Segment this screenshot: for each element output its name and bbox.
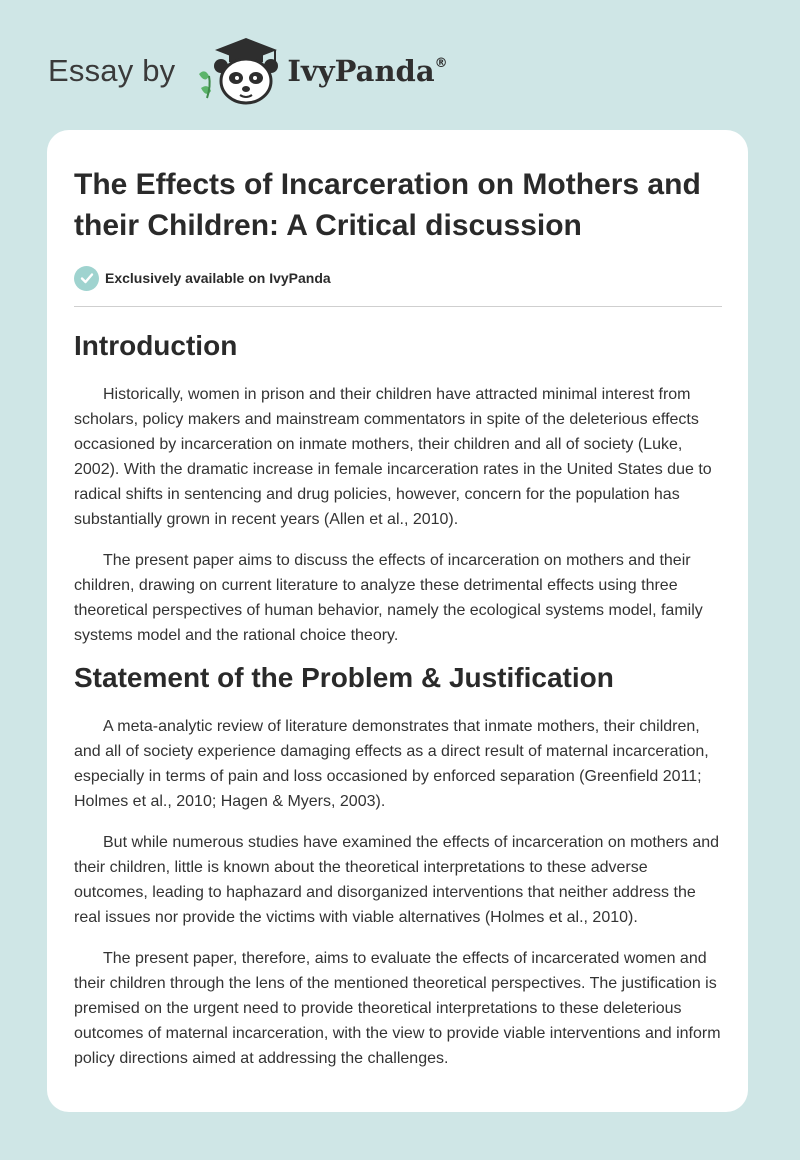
essay-card <box>47 130 748 1112</box>
registered-mark: ® <box>434 56 448 71</box>
brand-prefix: Essay by <box>48 53 176 88</box>
check-icon <box>74 266 99 291</box>
paragraph: The present paper, therefore, aims to evaluate the effects of incarcerated women and their children through the lens of the mentioned theoretical perspectives. The justification is premised on the urgent need to provide theoretical interpretations to these deleterious outcomes of maternal incarceration, with the view to provide viable interventions and inform policy directions aimed at addressing the challenges. <box>74 950 721 1067</box>
paragraph: But while numerous studies have examined the effects of incarceration on mothers and their children, little is known about the theoretical interpretations to these adverse outcomes, leading to haphazard and disorganized interventions that neither address the real issues nor provide the victims with viable alternatives (Holmes et al., 2010). <box>74 834 720 926</box>
essay-title: The Effects of Incarceration on Mothers and their Children: A Critical discussion <box>74 168 701 242</box>
ivy-leaf-icon <box>199 71 211 98</box>
paragraph: Historically, women in prison and their children have attracted minimal interest from scholars, policy makers and mainstream commentators in spite of the deleterious effects occasioned by incarceration on inmate mothers, their children and all of society (Luke, 2002). With the dramatic increase in female incarceration rates in the United States due to radical shifts in sentencing and drug policies, however, concern for the population has substantially grown in recent years (Allen et al., 2010). <box>74 386 712 528</box>
badge-text: Exclusively available on IvyPanda <box>105 270 331 286</box>
paragraph: The present paper aims to discuss the effects of incarceration on mothers and their children, drawing on current literature to analyze these detrimental effects using three theoretical perspectives of human behavior, namely the ecological systems model, family systems model and the rational choice theory. <box>74 552 703 644</box>
paragraph: A meta-analytic review of literature demonstrates that inmate mothers, their children, and all of society experience damaging effects as a direct result of maternal incarceration, especially in terms of pain and loss occasioned by enforced separation (Greenfield 2011; Holmes et al., 2010; Hagen & Myers, 2003). <box>74 718 709 810</box>
divider <box>74 306 722 307</box>
brand-name: IvyPanda® <box>287 54 448 88</box>
section-heading-introduction: Introduction <box>74 330 238 361</box>
brand-header[interactable] <box>48 36 448 106</box>
exclusive-badge <box>74 265 721 291</box>
section-heading-problem: Statement of the Problem & Justification <box>74 662 614 693</box>
panda-logo-icon <box>191 36 281 106</box>
